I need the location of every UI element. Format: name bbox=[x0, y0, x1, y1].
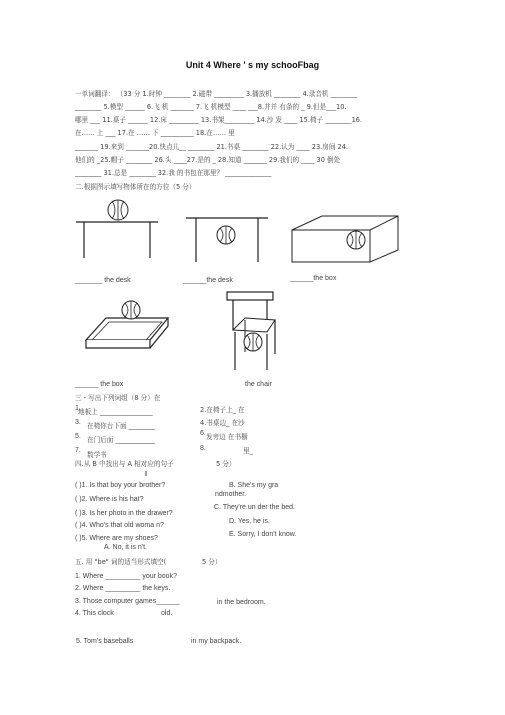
phrase-item: 发旁边 在书橱 bbox=[206, 433, 248, 441]
fill-item-tail: in the bedroom. bbox=[217, 599, 266, 606]
match-question: ( )1. Is that boy your brother? bbox=[75, 482, 166, 489]
section5-points: 5 分） bbox=[202, 558, 222, 566]
phrase-item: 数学书 bbox=[87, 451, 107, 459]
phrase-item: 4.书桌边_ 在沙 bbox=[200, 419, 245, 427]
vocab-line: 哪里 ___ 11.桌子 ______ 12.床 _________ 13.书架_________ 14.沙 发 ____ 15.椅子 ________16. bbox=[75, 116, 363, 124]
phrase-item: 2.在椅子上_ 在 bbox=[200, 406, 245, 414]
vocab-line: ________ 31.总是 ________ 32.我 的书包在那里？ ______________ bbox=[75, 169, 272, 177]
page-title: Unit 4 Where ' s my schooFbag bbox=[185, 60, 320, 70]
vocab-line: 他们的 _25.帽子 ________ 26.头 ____27.是的 _ 28.知道 _______ 29.我们的 ____ 30 倒处 bbox=[75, 156, 341, 164]
fill-item: 5. Tom's baseballs bbox=[76, 638, 134, 645]
vocab-line: 在…… 上 ___ 17.在 …… 下 __________ 18.在…… 里 bbox=[75, 129, 235, 137]
caption-desk-2: ______the desk bbox=[183, 277, 233, 284]
phrase-item: 在门后面 ____________ bbox=[87, 436, 156, 444]
match-answer: ndmother. bbox=[215, 491, 247, 498]
match-question: ( )3. Is her photo in the drawer? bbox=[75, 510, 173, 517]
section2-heading: 二.根据图示填写物体所在的方位（5 分） bbox=[75, 183, 196, 191]
match-answer: C. They're un der the bed. bbox=[214, 504, 295, 511]
phrase-item: 3. bbox=[75, 419, 81, 426]
fill-item: 2. Where _________ the keys. bbox=[75, 585, 171, 592]
phrase-item: 在椅你台下面 ________ bbox=[87, 422, 156, 430]
match-answer: D. Yes, he is. bbox=[229, 518, 270, 525]
section3-heading: 三・写出下列词组（8 分）在 bbox=[75, 394, 161, 402]
section4-heading: 四.从 B 中找出与 A 相对应的句子 bbox=[75, 460, 174, 468]
phrase-item: 1. bbox=[75, 405, 81, 412]
phrase-item: 里_ bbox=[243, 447, 253, 455]
section4-points: 5 分） bbox=[216, 460, 236, 468]
phrase-item: 地板上 ________________ bbox=[78, 408, 153, 416]
caption-box-1: ______the box bbox=[290, 275, 337, 282]
match-question: ( )2. Where is his hat? bbox=[75, 496, 144, 503]
match-question: ( )4. Who's that old woma n? bbox=[75, 522, 164, 529]
box-ball-in-figure bbox=[286, 210, 406, 270]
section5-heading: 五. 用 "be" 词的适当形式填空( bbox=[75, 558, 167, 566]
vocab-line: ________ 5.模型 ______ 6.飞 机 _______ 7.飞 机模型 ____ ___8.并并 有条的 _ 9.但是___10. bbox=[75, 103, 347, 111]
vocab-line: 一单词翻译： （33 分 1.时钟 ________ 2.磁带 _________ 3.播放机 ________ 4.录音机 ________ bbox=[75, 90, 357, 98]
fill-item-tail: old. bbox=[161, 610, 173, 617]
match-answer: E. Sorry, I don't know. bbox=[229, 531, 297, 538]
phrase-item: 7. bbox=[75, 447, 81, 454]
tray-box-figure bbox=[82, 300, 172, 362]
caption-box-2: ______ the box bbox=[75, 381, 124, 388]
desk-ball-on-figure bbox=[72, 196, 162, 258]
fill-item: 3. Those computer games______ bbox=[75, 598, 180, 605]
caption-desk-1: _______ the desk bbox=[75, 277, 131, 284]
fill-item-tail: in my backpack. bbox=[191, 638, 242, 645]
desk-ball-under-figure bbox=[182, 208, 272, 262]
fill-item: 1. Where _________ your book? bbox=[75, 573, 177, 580]
caption-chair: the chair bbox=[245, 381, 272, 388]
vocab-line: _______ 19.来到 _______20.快点儿__ ________ 21.书桌 ________ 22.认为 ____ 23.房间 24. bbox=[75, 143, 348, 151]
match-answer: B. She's my gra bbox=[229, 482, 279, 489]
phrase-item: 6. bbox=[200, 430, 206, 437]
chair-ball-figure bbox=[205, 290, 295, 372]
column-mark: I bbox=[145, 471, 147, 478]
fill-item: 4. This clock bbox=[75, 610, 114, 617]
match-question: ( )5. Where are my shoes? bbox=[75, 535, 158, 542]
phrase-item: 5. bbox=[75, 433, 81, 440]
match-answer-a: A. No, it is n't. bbox=[104, 544, 147, 551]
phrase-item: 8. bbox=[200, 445, 206, 452]
